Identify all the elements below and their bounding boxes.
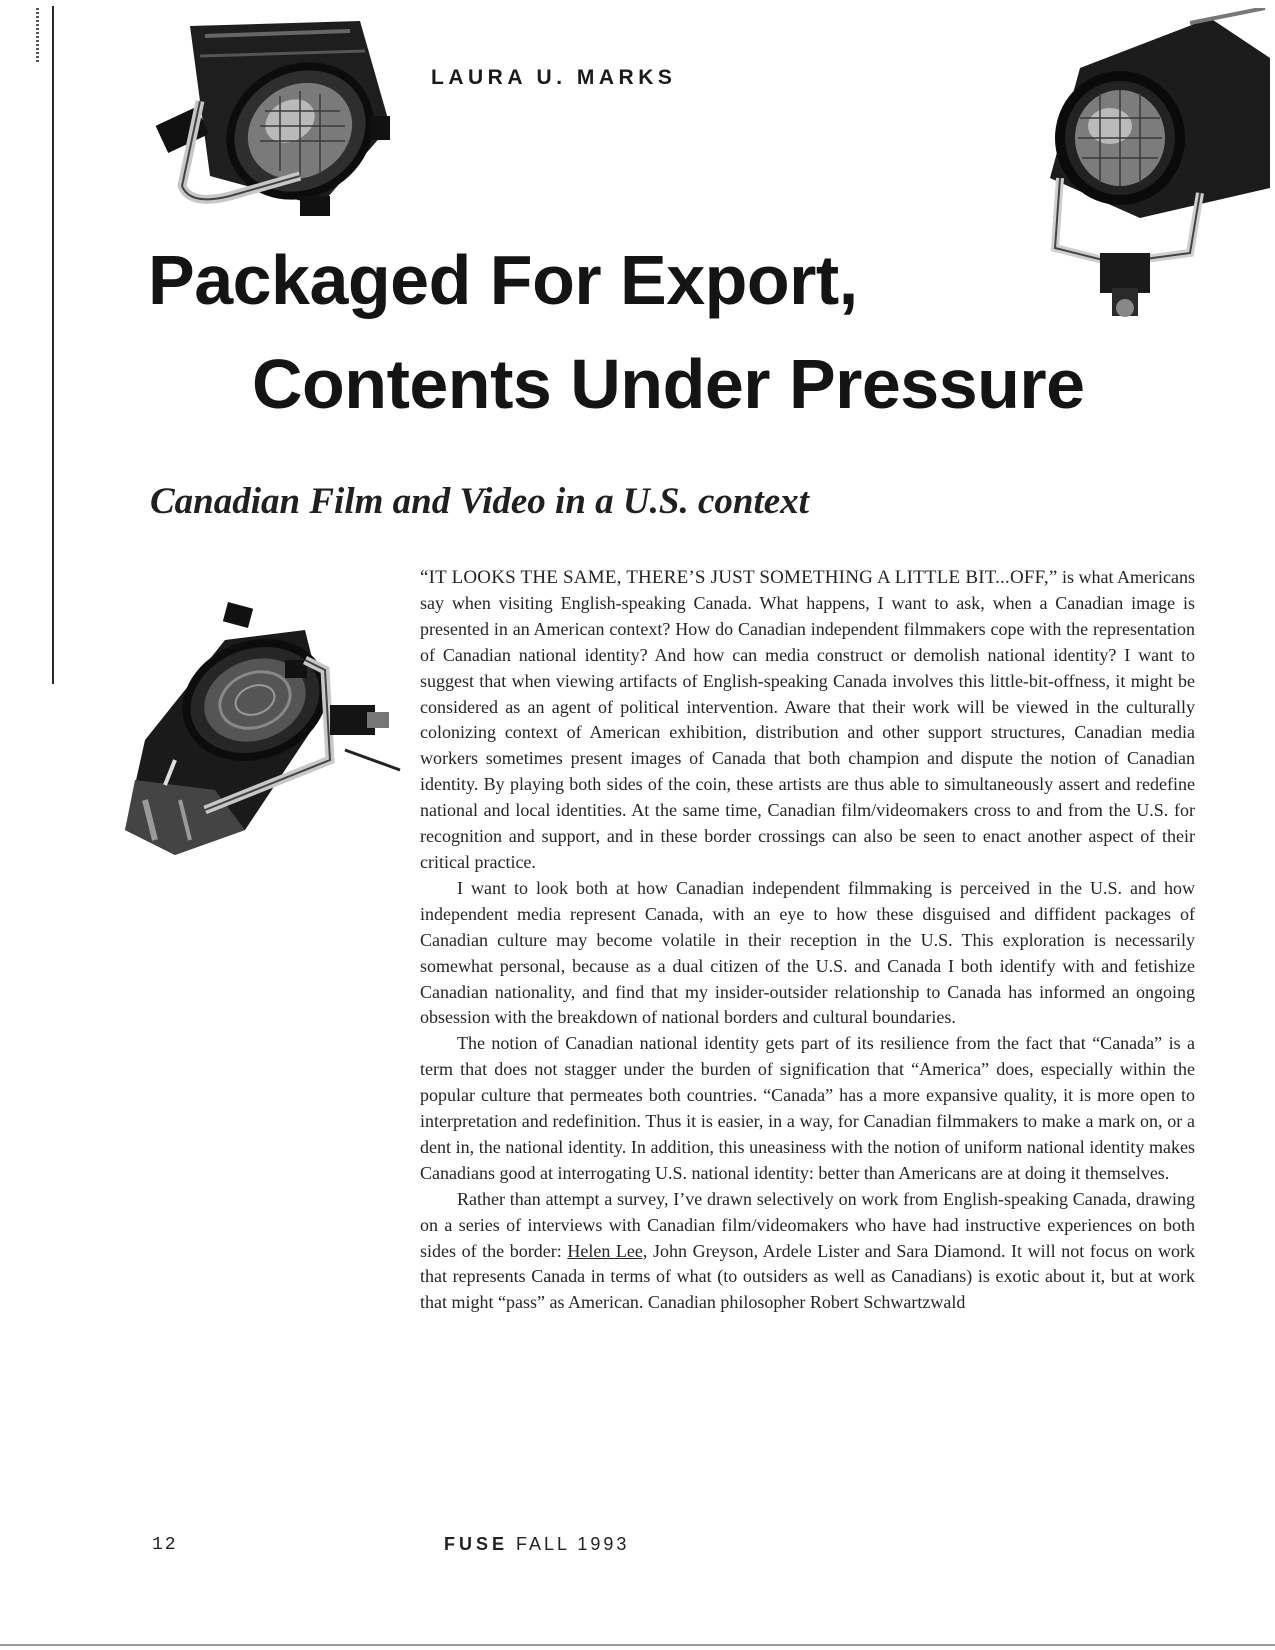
stage-light-top-left <box>156 21 394 221</box>
underlined-name: Helen Lee, <box>567 1240 648 1261</box>
scan-binding-marks <box>36 8 39 63</box>
paragraph-2: I want to look both at how Canadian independent filmmaking is perceived in the U.S. and how independent media represent Canada, with an eye to how these disguised and diffident packages of Canadian culture may become volatile in their reception in the U.S. This exploration is necessarily somewhat personal, because as a dual citizen of the U.S. and Canada I both identify with and fetishize Canadian nationality, and find that my insider-outsider relationship to Canada has informed an ongoing obsession with the breakdown of national borders and cultural boundaries. <box>420 877 1195 1028</box>
paragraph-1 <box>420 565 1195 876</box>
page-bottom-edge <box>0 1644 1275 1646</box>
article-body <box>420 565 1195 1316</box>
stage-light-icon <box>105 600 405 885</box>
paragraph-3: The notion of Canadian national identity gets part of its resilience from the fact that “Canada” is a term that does not stagger under the burden of signification that “America” does, especially within the popular culture that permeates both countries. “Canada” has a more expansive quality, it is more open to interpretation and redefinition. Thus it is easier, in a way, for Canadian filmmakers to make a mark on, or a dent in, the national identity. In addition, this uneasiness with the notion of uniform national identity makes Canadians good at interrogating U.S. national identity: better than Americans are at doing it themselves. <box>420 1033 1195 1183</box>
paragraph-1-lead: “IT LOOKS THE SAME, THERE’S JUST SOMETHING A LITTLE BIT...OFF,” <box>420 567 1058 588</box>
stage-light-mid-left <box>125 602 400 855</box>
paragraph-1-text: is what Americans say when visiting English-speaking Canada. What happens, I want to ask, when a Canadian image is presented in an American context? How do Canadian independent filmmakers cope with the representation of Canadian national identity? And how can media construct or demolish national identity? I want to suggest that when viewing artifacts of English-speaking Canada involves this little-bit-offness, it might be considered as an agent of political intervention. Aware that their work will be viewed in the culturally colonizing context of American exhibition, distribution and other support structures, Canadian media workers sometimes present images of Canada that both champion and dispute the notion of Canadian identity. By playing both sides of the coin, these artists are thus able to simultaneously assert and redefine national and local identities. At the same time, Canadian film/videomakers cross to and from the U.S. for recognition and support, and in these border crossings can also be seen to enact another aspect of their critical practice. <box>420 567 1195 872</box>
stage-light-icon <box>150 6 430 246</box>
issue-date: FALL 1993 <box>516 1534 630 1554</box>
article-subtitle: Canadian Film and Video in a U.S. context <box>150 481 809 522</box>
running-footer <box>444 1534 629 1555</box>
scan-binding-edge <box>52 6 54 684</box>
author-byline: LAURA U. MARKS <box>431 66 677 89</box>
paragraph-4-text-a: Rather than attempt a survey, I’ve drawn selectively on work from English-speaking Canada, drawing on a series of interviews with Canadian film/videomakers who have had instructive experiences on both sides of the border: <box>420 1188 1195 1261</box>
magazine-name: FUSE <box>444 1534 509 1554</box>
paragraph-4 <box>420 1187 1195 1317</box>
headline-line-1: Packaged For Export, <box>148 241 858 319</box>
headline-line-2: Contents Under Pressure <box>252 345 1085 423</box>
stage-light-icon <box>1040 8 1270 328</box>
stage-light-top-right <box>1050 8 1270 317</box>
page-number: 12 <box>152 1535 178 1555</box>
paragraph-4-text-b: John Greyson, Ardele Lister and Sara Diamond. It will not focus on work that represents Canada in terms of what (to outsiders as well as Canadians) is exotic about it, but at work that might “pass” as American. Canadian philosopher Robert Schwartzwald <box>420 1240 1195 1313</box>
